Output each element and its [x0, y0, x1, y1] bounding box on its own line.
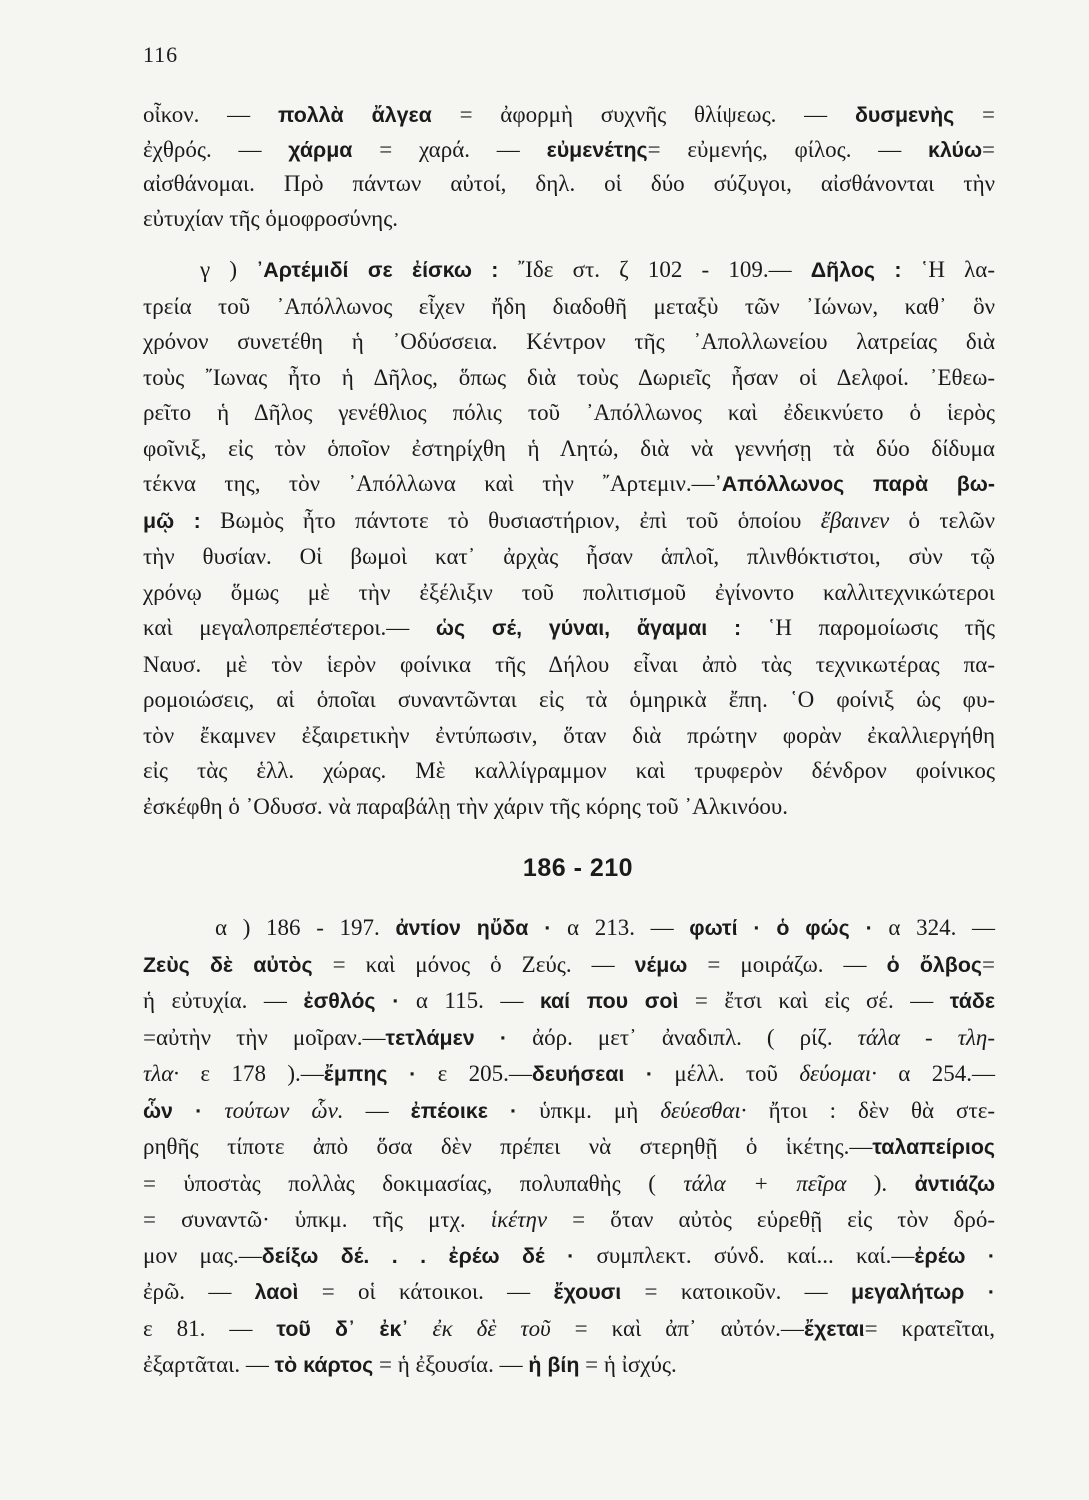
headword: δυσμενὴς	[854, 103, 955, 127]
text-line	[143, 431, 995, 467]
text-line	[143, 1311, 995, 1348]
text-run: =	[982, 136, 995, 162]
text-line	[143, 503, 995, 540]
text-run: α 115. —	[399, 988, 540, 1013]
text-run: φοῖνιξ, εἰς τὸν ὁποῖον ἐστηρίχθη ἡ Λητώ, διὰ νὰ γεννήσῃ τὰ δύο δίδυμα	[143, 435, 995, 461]
headword: ἐσθλός ·	[303, 989, 400, 1013]
headword: φωτί · ὁ φώς ·	[689, 916, 873, 940]
text-line	[143, 202, 995, 237]
text-run: ἐχθρός. —	[143, 136, 289, 162]
continuation-paragraph	[143, 98, 995, 236]
text-run: ε 205.—	[416, 1061, 532, 1086]
headword: ἔχουσι	[553, 1280, 622, 1304]
text-run: ὁ τελῶν	[889, 507, 995, 533]
text-run: =αὐτὴν τὴν μοῖραν.—	[143, 1024, 386, 1050]
headword: χάρμα	[288, 137, 353, 162]
text-line	[143, 1202, 995, 1238]
text-run: ἐρῶ. —	[143, 1279, 255, 1304]
text-run: ῎Ιδε στ. ζ 102 - 109.—	[498, 257, 811, 282]
text-run: ῾Η παρομοίωσις τῆς	[741, 615, 996, 640]
headword: λαοὶ	[254, 1280, 299, 1304]
text-run: γ )	[200, 257, 257, 282]
headword: ταλαπείριος	[872, 1135, 995, 1159]
italic-term: τάλα + πεῖρα	[683, 1170, 847, 1196]
page-number: 116	[143, 42, 179, 67]
headword: τάδε	[949, 989, 995, 1013]
headword: ἀντίον ηὔδα ·	[395, 916, 552, 940]
text-run: ρεῖτο ἡ Δῆλος γενέθλιος πόλις τοῦ ᾽Απόλλωνος καὶ ἐδεικνύετο ὁ ἱερὸς	[143, 400, 995, 425]
italic-term: τάλα - τλη-	[857, 1024, 995, 1050]
text-line	[143, 1347, 995, 1384]
italic-term: τούτων ὧν.	[202, 1097, 344, 1123]
text-line	[143, 1238, 995, 1275]
headword: μῷ :	[143, 508, 201, 533]
headword: ὧν ·	[143, 1098, 203, 1123]
text-run: Ναυσ. μὲ τὸν ἱερὸν φοίνικα τῆς Δήλου εἶναι ἀπὸ τὰς τεχνικωτέρας πα-	[143, 651, 995, 677]
text-line	[143, 360, 995, 396]
text-run: Βωμὸς ἦτο πάντοτε τὸ θυσιαστήριον, ἐπὶ τοῦ ὁποίου	[200, 507, 821, 533]
text-run: μον μας.—	[143, 1242, 262, 1268]
headword: τὸ κάρτος	[274, 1353, 374, 1377]
text-line	[143, 647, 995, 683]
headword: Δῆλος :	[810, 258, 902, 282]
text-line	[143, 167, 995, 202]
text-run: = καὶ ἀπ᾽ αὐτόν.—	[550, 1315, 804, 1341]
text-run: ἤτοι : δὲν θὰ στε-	[746, 1097, 996, 1123]
headword: δευήσεαι ·	[531, 1062, 654, 1086]
text-line	[143, 610, 995, 647]
text-line	[143, 1093, 995, 1130]
text-run: =	[982, 951, 995, 977]
text-line	[143, 395, 995, 431]
text-run: —	[343, 1097, 411, 1123]
italic-term: τλα·	[143, 1061, 180, 1086]
text-run: = ὑποστὰς πολλὰς δοκιμασίας, πολυπαθὴς (	[143, 1170, 684, 1196]
text-line	[143, 983, 995, 1020]
headword: καί που σοὶ	[539, 989, 679, 1013]
text-run: ἐξαρτᾶται. —	[143, 1352, 275, 1377]
text-run: εὐτυχίαν τῆς ὁμοφροσύνης.	[143, 205, 399, 231]
headword: κλύω	[928, 137, 983, 162]
text-run: = καὶ μόνος ὁ Ζεύς. —	[312, 951, 635, 977]
text-line	[143, 98, 995, 133]
text-run: ὑπκμ. μὴ	[517, 1097, 661, 1123]
text-run: ρομοιώσεις, αἱ ὁποῖαι συναντῶνται εἰς τὰ ὁμηρικὰ ἔπη. ῾Ο φοίνιξ ὡς φυ-	[143, 687, 995, 712]
italic-term: ἔβαινεν	[820, 507, 890, 533]
text-line	[143, 1274, 995, 1311]
headword: τετλάμεν ·	[385, 1025, 508, 1050]
text-line	[143, 753, 995, 789]
headword: εὐμενέτης	[546, 137, 648, 162]
headword: νέμω	[634, 952, 688, 977]
text-run: οἶκον. —	[143, 102, 278, 127]
text-run: καὶ μεγαλοπρεπέστεροι.—	[143, 615, 436, 640]
text-run: = μοιράζω. —	[687, 951, 887, 977]
headword: ἔχεται	[803, 1316, 865, 1341]
text-run: συμπλεκτ. σύνδ. καί... καί.—	[574, 1242, 915, 1268]
headword: ἐπέοικε ·	[410, 1098, 518, 1123]
text-run: αἰσθάνομαι. Πρὸ πάντων αὐτοί, δηλ. οἱ δύο σύζυγοι, αἰσθάνονται τὴν	[143, 171, 995, 196]
text-run: α 324. —	[872, 915, 995, 940]
text-run: = ἔτσι καὶ εἰς σέ. —	[678, 988, 950, 1013]
text-line	[143, 324, 995, 360]
text-line	[143, 1129, 995, 1166]
text-run: χρόνον συνετέθη ἡ ᾽Οδύσσεια. Κέντρον τῆς ᾽Απολλωνείου λατρείας διὰ	[143, 329, 995, 354]
text-line	[143, 252, 995, 289]
text-run: χρόνῳ ὅμως μὲ τὴν ἐξέλιξιν τοῦ πολιτισμοῦ ἐγίνοντο καλλιτεχνικώτεροι	[143, 579, 995, 605]
headword: μεγαλήτωρ ·	[850, 1280, 995, 1304]
text-run: α 254.—	[876, 1061, 995, 1086]
text-run: = κατοικοῦν. —	[621, 1279, 851, 1304]
note-paragraph-gamma	[143, 252, 995, 824]
text-run: ἐσκέφθη ὁ ᾽Οδυσσ. νὰ παραβάλῃ τὴν χάριν τῆς κόρης τοῦ ᾽Αλκινόου.	[143, 793, 788, 819]
text-run: τρεία τοῦ ᾽Απόλλωνος εἶχεν ἤδη διαδοθῆ μεταξὺ τῶν ᾽Ιώνων, καθ᾽ ὃν	[143, 293, 995, 319]
text-line	[143, 133, 995, 168]
italic-term: δεύεσθαι·	[660, 1097, 747, 1123]
headword: ὡς σέ, γύναι, ἄγαμαι :	[435, 616, 742, 640]
headword: πολλὰ ἄλγεα	[277, 103, 432, 127]
text-run: ῾Η λα-	[901, 257, 995, 282]
text-run: ρηθῆς τίποτε ἀπὸ ὅσα δὲν πρέπει νὰ στερηθῇ ὁ ἱκέτης.—	[143, 1134, 873, 1159]
section-heading: 186 - 210	[522, 854, 634, 882]
text-run: μέλλ. τοῦ	[653, 1061, 800, 1086]
text-run: = ἡ ἰσχύς.	[579, 1352, 677, 1377]
text-line	[143, 1020, 995, 1057]
text-run: ε 178 ).—	[179, 1061, 324, 1086]
text-line	[143, 1056, 995, 1093]
text-line	[143, 539, 995, 575]
text-run: ἡ εὐτυχία. —	[143, 988, 304, 1013]
text-run: ε 81. —	[143, 1315, 277, 1341]
headword: ἡ βίη	[528, 1353, 580, 1377]
headword: τοῦ δ᾽ ἐκ᾽	[276, 1316, 409, 1341]
text-line	[143, 682, 995, 718]
headword: ὁ ὄλβος	[886, 952, 982, 977]
note-paragraph-alpha	[143, 910, 995, 1384]
text-run: = ἀφορμὴ συχνῆς θλίψεως. —	[431, 102, 855, 127]
headword: ἐρέω ·	[914, 1243, 996, 1268]
italic-term: ἱκέτην	[490, 1207, 548, 1232]
text-run: = κρατεῖται,	[864, 1315, 995, 1341]
text-run: = οἱ κάτοικοι. —	[298, 1279, 554, 1304]
headword: ἔμπης ·	[323, 1062, 417, 1086]
text-line	[143, 289, 995, 325]
text-line	[143, 575, 995, 611]
text-run: τοὺς ῎Ιωνας ἦτο ἡ Δῆλος, ὅπως διὰ τοὺς Δωριεῖς ἦσαν οἱ Δελφοί. ᾽Εθεω-	[143, 364, 995, 390]
text-run: τὴν θυσίαν. Οἱ βωμοὶ κατ᾽ ἀρχὰς ἦσαν ἁπλοῖ, πλινθόκτιστοι, σὺν τῷ	[143, 544, 995, 569]
headword: δείξω δέ. . . ἐρέω δέ ·	[261, 1243, 575, 1268]
text-run: α 213. —	[551, 915, 690, 940]
text-run: = ἡ ἐξουσία. —	[373, 1352, 529, 1377]
text-run: α ) 186 - 197.	[215, 915, 396, 940]
headword: Ζεὺς δὲ αὐτὸς	[143, 952, 313, 977]
text-run: = ὅταν αὐτὸς εὑρεθῇ εἰς τὸν δρό-	[547, 1207, 995, 1232]
italic-term: ἐκ δὲ τοῦ	[408, 1315, 551, 1341]
text-line	[143, 466, 995, 503]
text-run: =	[954, 102, 995, 127]
text-run: τὸν ἔκαμνεν ἐξαιρετικὴν ἐντύπωσιν, ὅταν διὰ πρώτην φορὰν ἐκαλλιεργήθη	[143, 722, 995, 748]
text-run: = χαρά. —	[352, 136, 547, 162]
text-line	[143, 718, 995, 754]
text-run: τέκνα της, τὸν ᾽Απόλλωνα καὶ τὴν ῎Αρτεμιν.—	[143, 471, 715, 496]
text-line	[143, 789, 995, 825]
text-run: = συναντῶ· ὑπκμ. τῆς μτχ.	[143, 1207, 491, 1232]
headword: ᾽Απόλλωνος παρὰ βω-	[714, 472, 995, 496]
headword: ἀντιάζω	[914, 1171, 995, 1196]
text-line	[143, 947, 995, 984]
text-run: = εὐμενής, φίλος. —	[647, 136, 929, 162]
italic-term: δεύομαι·	[799, 1061, 877, 1086]
text-run: ).	[846, 1170, 915, 1196]
text-line	[143, 910, 995, 947]
text-line	[143, 1166, 995, 1203]
headword: ᾽Αρτέμιδί σε ἐίσκω :	[256, 258, 499, 282]
text-run: ἀόρ. μετ᾽ ἀναδιπλ. ( ρίζ.	[507, 1024, 858, 1050]
text-run: εἰς τὰς ἑλλ. χώρας. Μὲ καλλίγραμμον καὶ τρυφερὸν δένδρον φοίνικος	[143, 758, 995, 783]
